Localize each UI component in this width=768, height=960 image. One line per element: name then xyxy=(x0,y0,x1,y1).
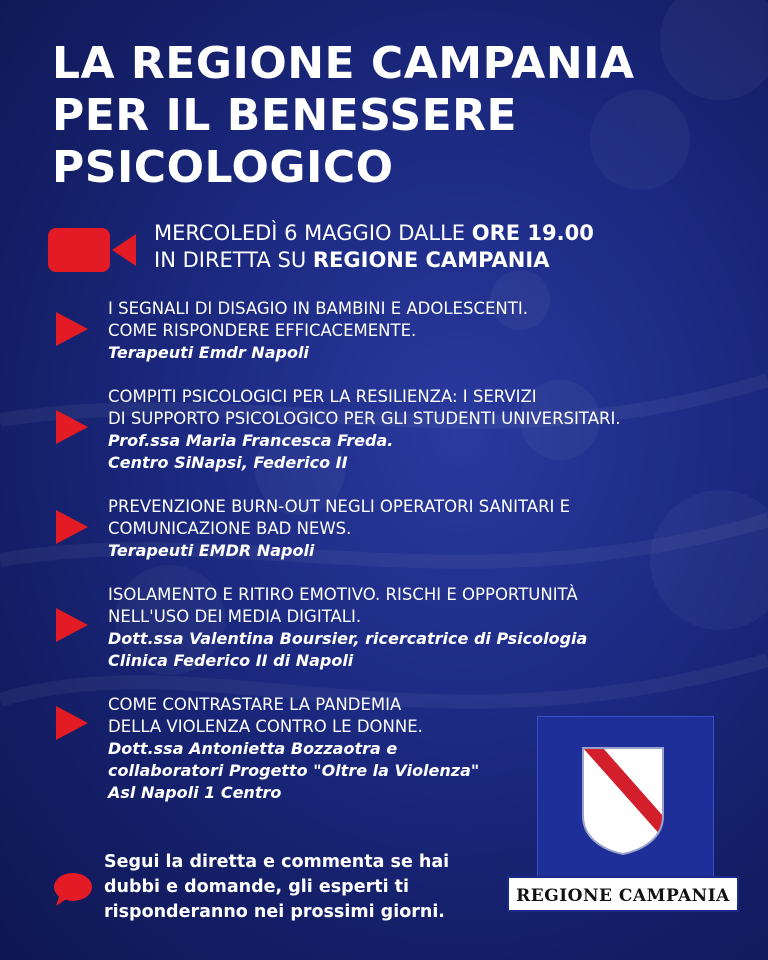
topic-speaker: Clinica Federico II di Napoli xyxy=(108,651,354,670)
topic-speaker: collaboratori Progetto "Oltre la Violenza" xyxy=(108,761,480,780)
regione-campania-logo xyxy=(507,716,739,916)
topic-speaker: Terapeuti Emdr Napoli xyxy=(108,343,309,362)
event-channel: REGIONE CAMPANIA xyxy=(312,248,550,272)
topic-item xyxy=(52,584,752,672)
event-time: ORE 19.00 xyxy=(471,221,594,245)
topic-speaker: Terapeuti EMDR Napoli xyxy=(108,541,315,560)
play-arrow-icon xyxy=(52,310,90,348)
event-info xyxy=(48,220,728,276)
topic-speaker: Asl Napoli 1 Centro xyxy=(108,783,282,802)
title-line-1: LA REGIONE CAMPANIA xyxy=(52,38,635,89)
footer-line: risponderanno nei prossimi giorni. xyxy=(104,902,445,922)
footer-line: dubbi e domande, gli esperti ti xyxy=(104,877,410,897)
topic-item xyxy=(52,386,752,474)
topic-speaker: Dott.ssa Antonietta Bozzaotra e xyxy=(108,739,398,758)
topic-speaker: Centro SiNapsi, Federico II xyxy=(108,453,348,472)
topic-title-line: COME CONTRASTARE LA PANDEMIA xyxy=(108,695,402,714)
title-line-3: PSICOLOGICO xyxy=(52,142,394,193)
event-text xyxy=(154,220,594,274)
play-arrow-icon xyxy=(52,704,90,742)
chat-bubble-icon xyxy=(52,872,92,908)
video-camera-icon xyxy=(48,228,136,272)
page-title xyxy=(52,38,635,194)
topic-item xyxy=(52,496,752,562)
event-channel-prefix: IN DIRETTA SU xyxy=(154,248,313,272)
topic-title-line: NELL'USO DEI MEDIA DIGITALI. xyxy=(108,607,362,626)
topic-title-line: COME RISPONDERE EFFICACEMENTE. xyxy=(108,321,417,340)
topic-title-line: I SEGNALI DI DISAGIO IN BAMBINI E ADOLESCENTI. xyxy=(108,299,528,318)
play-arrow-icon xyxy=(52,408,90,446)
topic-speaker: Dott.ssa Valentina Boursier, ricercatrice di Psicologia xyxy=(108,629,588,648)
topic-title-line: COMUNICAZIONE BAD NEWS. xyxy=(108,519,352,538)
footer-text xyxy=(104,850,449,925)
topic-title-line: COMPITI PSICOLOGICI PER LA RESILIENZA: I SERVIZI xyxy=(108,387,537,406)
event-date: MERCOLEDÌ 6 MAGGIO DALLE xyxy=(154,221,472,245)
title-line-2: PER IL BENESSERE xyxy=(52,90,518,141)
campania-shield-icon xyxy=(581,746,665,856)
play-arrow-icon xyxy=(52,606,90,644)
event-channel-line xyxy=(154,247,594,274)
footer-line: Segui la diretta e commenta se hai xyxy=(104,852,450,872)
topic-item xyxy=(52,298,752,364)
topic-title-line: PREVENZIONE BURN-OUT NEGLI OPERATORI SANITARI E xyxy=(108,497,571,516)
topic-title-line: DI SUPPORTO PSICOLOGICO PER GLI STUDENTI UNIVERSITARI. xyxy=(108,409,621,428)
topic-title-line: DELLA VIOLENZA CONTRO LE DONNE. xyxy=(108,717,423,736)
event-date-line xyxy=(154,220,594,247)
logo-label: REGIONE CAMPANIA xyxy=(507,876,739,912)
play-arrow-icon xyxy=(52,508,90,546)
topic-title-line: ISOLAMENTO E RITIRO EMOTIVO. RISCHI E OPPORTUNITÀ xyxy=(108,585,578,604)
topic-speaker: Prof.ssa Maria Francesca Freda. xyxy=(108,431,394,450)
